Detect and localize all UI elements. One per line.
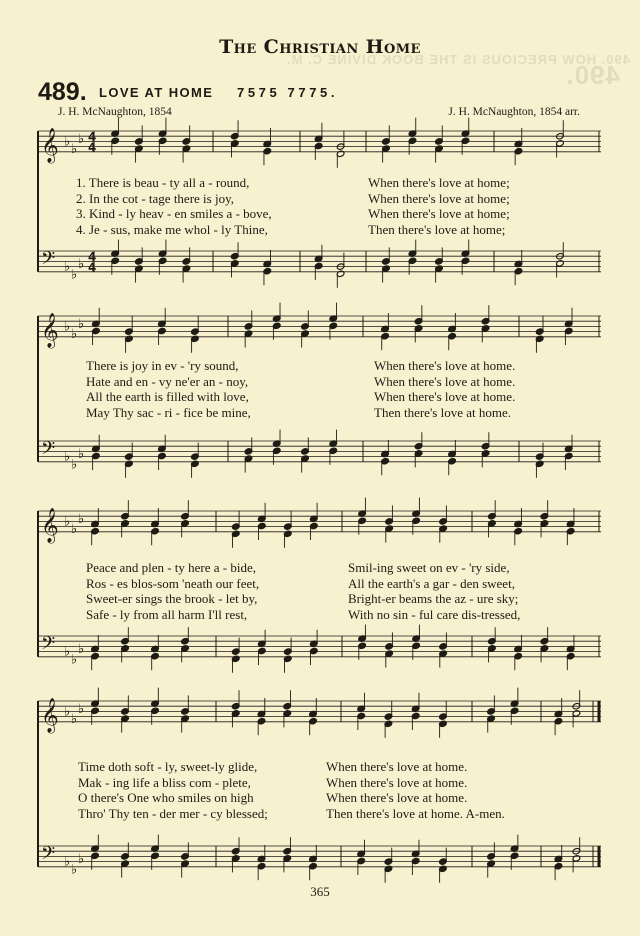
lyric-line: Sweet-er sings the brook - let by,	[86, 591, 258, 606]
lyric-line: 1. There is beau - ty all a - round,	[76, 175, 250, 190]
time-signature-icon: 4	[88, 260, 97, 275]
lyric-line: Safe - ly from all harm I'll rest,	[86, 606, 248, 622]
flat-sign-icon: ♭	[71, 712, 78, 728]
lyric-line: When there's love at home;	[368, 175, 510, 190]
flat-sign-icon: ♭	[71, 457, 78, 473]
verse-lines-right	[368, 175, 510, 237]
lyric-line: When there's love at home.	[326, 790, 468, 805]
lyric-line: There is joy in ev - 'ry sound,	[86, 358, 239, 373]
music-system-2	[36, 310, 602, 475]
treble-clef-icon: 𝄞	[41, 127, 59, 163]
lyric-line: When there's love at home.	[374, 389, 516, 404]
flat-sign-icon: ♭	[71, 267, 78, 283]
time-signature-icon: 4	[88, 249, 97, 264]
lyric-line: Then there's love at home.	[374, 404, 511, 420]
lyric-line: When there's love at home.	[326, 759, 468, 774]
flat-sign-icon: ♭	[64, 449, 71, 465]
flat-sign-icon: ♭	[78, 447, 85, 462]
lyric-line: Then there's love at home;	[368, 221, 506, 237]
hymn-title: LOVE AT HOME	[99, 85, 214, 100]
flat-sign-icon: ♭	[78, 131, 85, 147]
flat-sign-icon: ♭	[78, 316, 85, 332]
verse-lines-left	[78, 759, 268, 821]
lyric-line: When there's love at home;	[368, 190, 510, 206]
bass-clef-icon: 𝄢	[41, 843, 56, 869]
verse-lines-left	[76, 175, 272, 237]
verse-lines-right	[374, 358, 515, 420]
lyric-line: May Thy sac - ri - fice be mine,	[86, 404, 251, 420]
music-system-4	[36, 695, 602, 880]
music-system-1	[36, 125, 602, 285]
flat-sign-icon: ♭	[71, 652, 78, 668]
time-signature-icon: 4	[88, 140, 97, 155]
music-system-3	[36, 505, 602, 670]
page-number: 365	[310, 884, 330, 899]
hymn-meter: 7575 7775.	[237, 85, 339, 100]
flat-sign-icon: ♭	[71, 142, 78, 158]
flat-sign-icon: ♭	[71, 522, 78, 538]
flat-sign-icon: ♭	[78, 511, 85, 527]
flat-sign-icon: ♭	[64, 259, 71, 275]
bass-clef-icon: 𝄢	[41, 248, 56, 274]
lyric-line: Smil-ing sweet on ev - 'ry side,	[348, 560, 510, 575]
verse-lines-right	[326, 759, 505, 821]
flat-sign-icon: ♭	[71, 327, 78, 343]
flat-sign-icon: ♭	[64, 704, 71, 720]
bleed-through-number: 490.	[565, 60, 620, 90]
flat-sign-icon: ♭	[64, 319, 71, 335]
flat-sign-icon: ♭	[64, 644, 71, 660]
time-signature-icon: 4	[88, 129, 97, 144]
lyric-line: Bright-er beams the az - ure sky;	[348, 591, 519, 606]
verse-lines-right	[348, 560, 520, 622]
flat-sign-icon: ♭	[64, 854, 71, 870]
flat-sign-icon: ♭	[64, 134, 71, 150]
lyric-line: With no sin - ful care dis-tressed,	[348, 606, 521, 622]
treble-clef-icon: 𝄞	[41, 507, 59, 543]
flat-sign-icon: ♭	[78, 852, 85, 867]
lyric-line: Peace and plen - ty here a - bide,	[86, 560, 257, 575]
music-credit: J. H. McNaughton, 1854 arr.	[448, 106, 580, 118]
words-credit: J. H. McNaughton, 1854	[58, 106, 172, 118]
bleed-through-text: 490. HOW PRECIOUS IS THE BOOK DIVINE C. M.	[286, 52, 630, 67]
lyric-line: When there's love at home;	[368, 206, 510, 221]
lyric-line: Time doth soft - ly, sweet-ly glide,	[78, 759, 258, 774]
lyric-line: O there's One who smiles on high	[78, 790, 254, 805]
lyric-line: 3. Kind - ly heav - en smiles a - bove,	[76, 206, 272, 221]
lyric-line: Hate and en - vy ne'er an - noy,	[86, 373, 249, 389]
lyric-line: Then there's love at home. A-men.	[326, 805, 505, 821]
verse-lines-left	[86, 358, 251, 420]
lyric-line: Thro' Thy ten - der mer - cy blessed;	[78, 805, 268, 821]
treble-clef-icon: 𝄞	[41, 312, 59, 348]
flat-sign-icon: ♭	[78, 701, 85, 717]
flat-sign-icon: ♭	[78, 257, 85, 272]
lyric-line: Ros - es blos-som 'neath our feet,	[86, 575, 260, 591]
hymn-number: 489.	[38, 78, 87, 106]
lyric-line: When there's love at home.	[374, 358, 516, 373]
flat-sign-icon: ♭	[64, 514, 71, 530]
bass-clef-icon: 𝄢	[41, 633, 56, 659]
treble-clef-icon: 𝄞	[41, 697, 59, 733]
lyric-line: 4. Je - sus, make me whol - ly Thine,	[76, 221, 268, 237]
flat-sign-icon: ♭	[78, 642, 85, 657]
flat-sign-icon: ♭	[71, 862, 78, 878]
lyric-line: All the earth's a gar - den sweet,	[348, 575, 515, 591]
running-head: The Christian Home	[219, 36, 421, 58]
lyric-line: All the earth is filled with love,	[86, 389, 249, 404]
lyric-line: When there's love at home.	[374, 373, 516, 389]
verse-lines-left	[86, 560, 259, 622]
bass-clef-icon: 𝄢	[41, 438, 56, 464]
lyric-line: 2. In the cot - tage there is joy,	[76, 190, 234, 206]
lyric-line: Mak - ing life a bliss com - plete,	[78, 774, 251, 790]
lyric-line: When there's love at home.	[326, 774, 468, 790]
